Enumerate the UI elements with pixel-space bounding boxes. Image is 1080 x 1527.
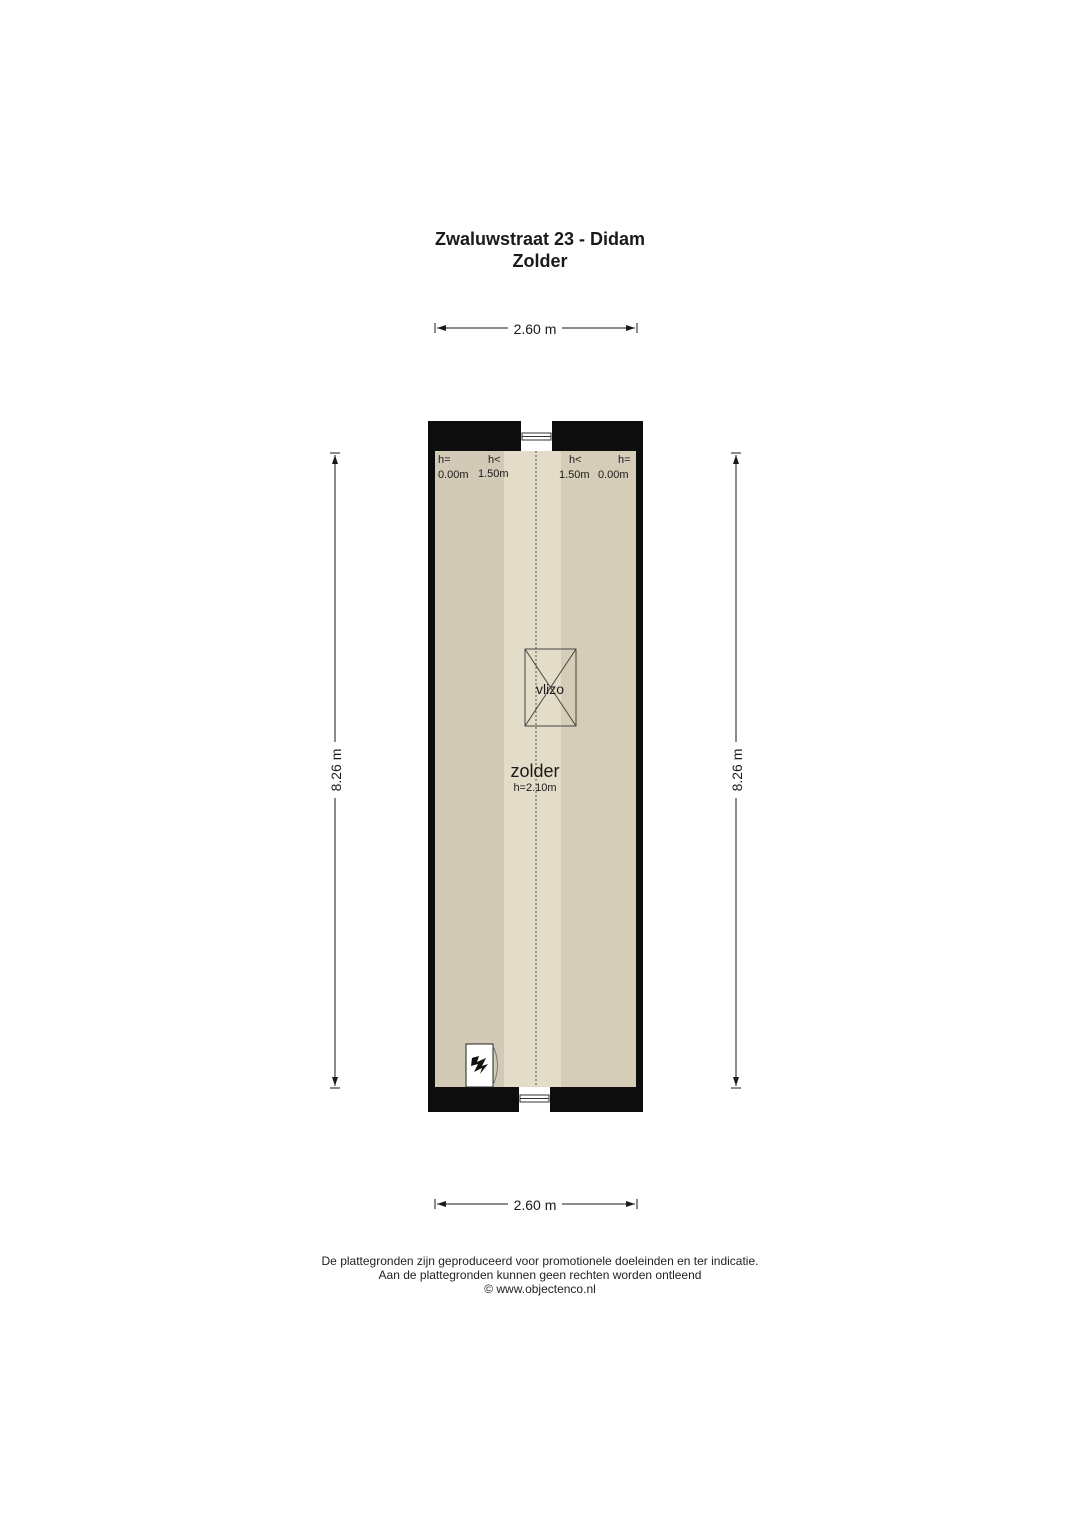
low-ceiling-zone-left (435, 451, 504, 1087)
height-mark-1-line2: 0.00m (438, 469, 469, 481)
plan-address-title: Zwaluwstraat 23 - Didam (434, 229, 646, 249)
left-height-dimension (328, 453, 344, 1088)
height-mark-4-line2: 0.00m (598, 469, 629, 481)
bottom-width-label: 2.60 m (513, 1197, 557, 1213)
height-mark-2-line2: 1.50m (478, 468, 509, 480)
plan-floor-title: Zolder (512, 251, 568, 271)
disclaimer-line-2: Aan de plattegronden kunnen geen rechten worden ontleend (378, 1268, 702, 1282)
hatch-label: vlizo (535, 681, 565, 697)
top-window (521, 421, 552, 451)
right-height-dimension (729, 453, 745, 1088)
disclaimer-line-1: De plattegronden zijn geproduceerd voor promotionele doeleinden en ter indicatie. (321, 1254, 759, 1268)
top-width-dimension (435, 321, 637, 337)
low-ceiling-zone-right (561, 451, 636, 1087)
boiler-unit (466, 1044, 498, 1087)
height-mark-2-line1: h< (488, 454, 501, 466)
height-mark-1-line1: h= (438, 454, 451, 466)
height-mark-3-line2: 1.50m (559, 469, 590, 481)
bottom-width-dimension (435, 1197, 637, 1213)
copyright-link[interactable]: © www.objectenco.nl (484, 1282, 596, 1296)
room-name: zolder (510, 761, 560, 781)
bottom-window (519, 1087, 550, 1112)
height-mark-3-line1: h< (569, 454, 582, 466)
room-height: h=2.10m (513, 782, 557, 794)
left-height-label: 8.26 m (328, 748, 344, 792)
right-height-label: 8.26 m (729, 748, 745, 792)
top-width-label: 2.60 m (513, 321, 557, 337)
height-mark-4-line1: h= (618, 454, 631, 466)
